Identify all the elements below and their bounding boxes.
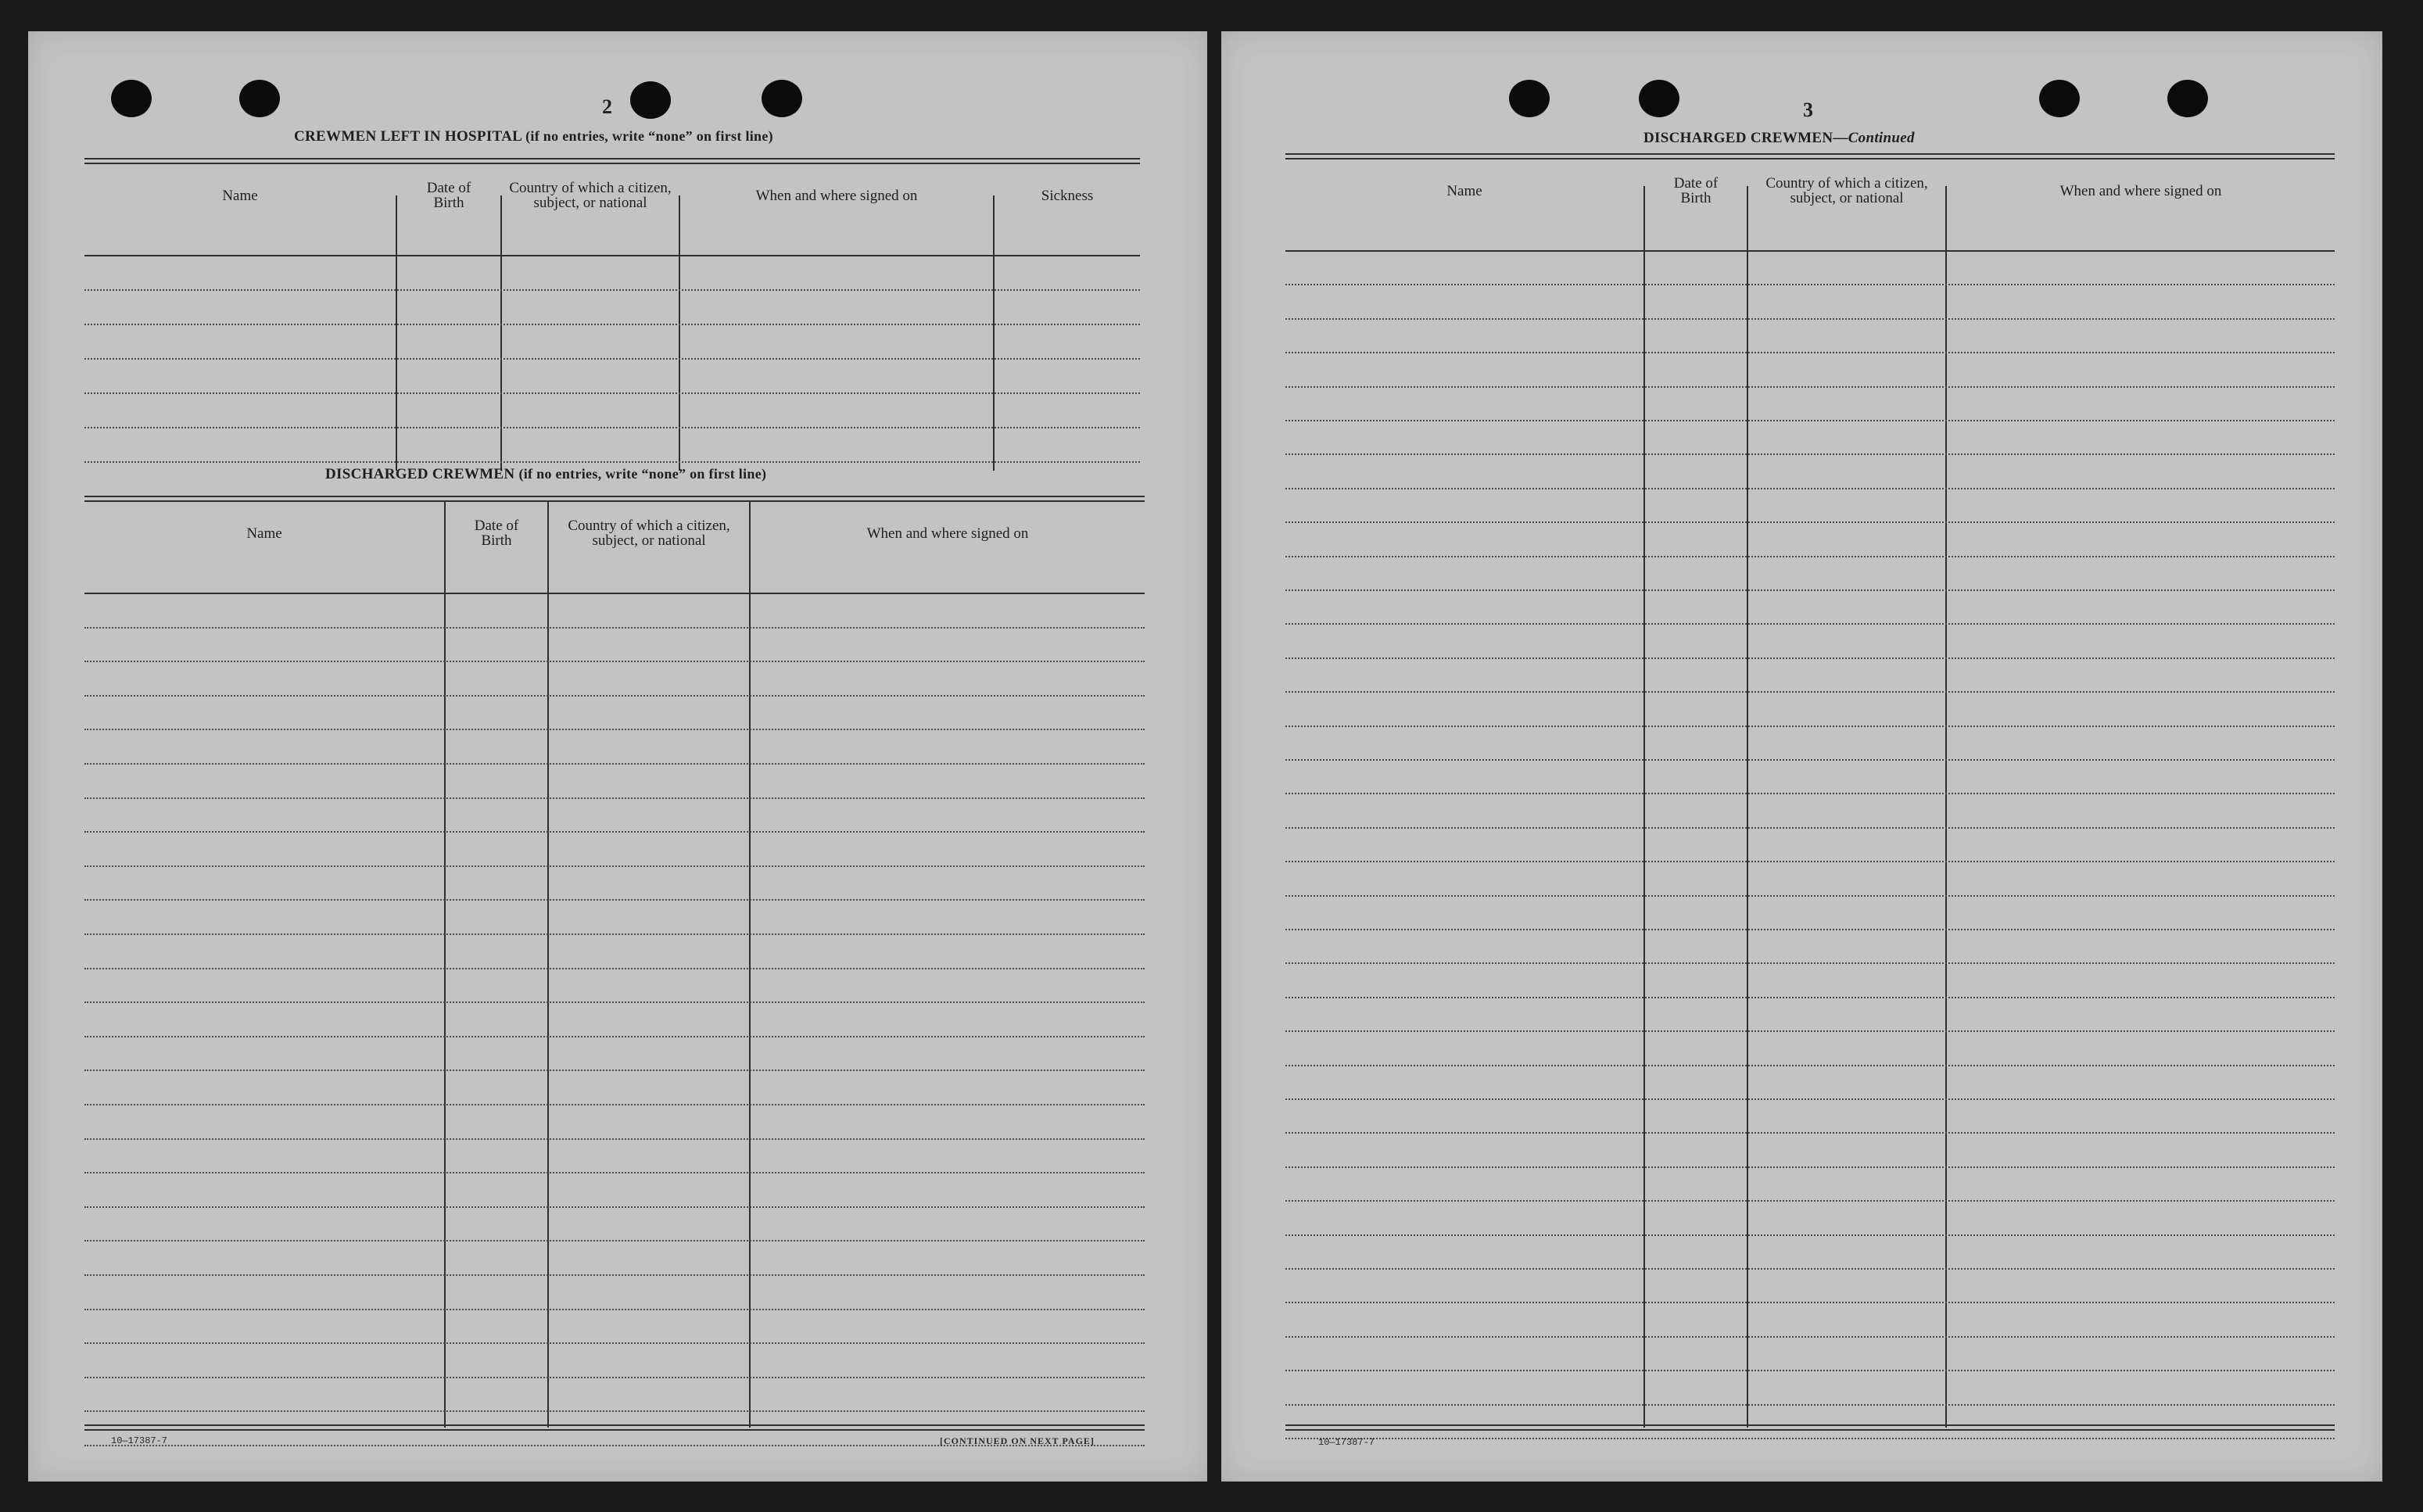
table-row <box>84 797 1145 832</box>
table-row <box>84 763 1145 797</box>
table-row <box>1285 521 2335 555</box>
column-header-country: Country of which a citizen, subject, or national <box>1765 175 1928 206</box>
table-row <box>1285 556 2335 589</box>
discharged-continued-suffix: Continued <box>1848 130 1915 146</box>
page-number: 2 <box>602 95 612 118</box>
punch-hole <box>630 81 671 119</box>
table-row <box>1285 1302 2335 1335</box>
table-row <box>84 1001 1145 1036</box>
punch-hole <box>2039 80 2080 117</box>
column-header-date-of-birth: Date of Birth <box>426 180 471 211</box>
column-header-date-of-birth: Date of Birth <box>474 518 519 549</box>
table-row <box>84 1104 1145 1138</box>
table-row <box>1285 1200 2335 1234</box>
table-row <box>1285 1098 2335 1132</box>
right-page <box>1221 31 2382 1482</box>
column-header-name: Name <box>222 187 258 204</box>
table-row <box>1285 1065 2335 1098</box>
table-row <box>84 289 1140 324</box>
column-header-country: Country of which a citizen, subject, or national <box>568 518 730 549</box>
table-row <box>84 729 1145 763</box>
discharged-title-note: (if no entries, write “none” on first line) <box>518 466 767 482</box>
table-row <box>84 831 1145 865</box>
table-row <box>84 695 1145 729</box>
table-row <box>1285 929 2335 962</box>
table-row <box>1285 1370 2335 1403</box>
hospital-table-header <box>84 163 1140 228</box>
table-row <box>1285 1030 2335 1064</box>
table-row <box>1285 284 2335 317</box>
column-header-name: Name <box>246 525 282 542</box>
table-row <box>1285 250 2335 284</box>
hospital-table <box>84 158 1140 471</box>
discharged-table <box>84 496 1145 1431</box>
table-row <box>1285 352 2335 385</box>
table-row <box>84 968 1145 1002</box>
table-row <box>1285 1166 2335 1200</box>
punch-hole <box>1639 80 1679 117</box>
row-rule <box>1285 1438 2335 1439</box>
table-row <box>84 1036 1145 1070</box>
table-row <box>1285 623 2335 657</box>
table-row <box>1285 386 2335 420</box>
table-row <box>84 899 1145 933</box>
table-row <box>1285 1336 2335 1370</box>
table-row <box>84 933 1145 968</box>
column-header-date-of-birth: Date of Birth <box>1673 175 1719 206</box>
table-row <box>84 1172 1145 1206</box>
column-header-name: Name <box>1446 182 1482 199</box>
table-row <box>1285 1404 2335 1438</box>
table-row <box>1285 1268 2335 1302</box>
table-row <box>1285 691 2335 725</box>
discharged-title-text: DISCHARGED CREWMEN <box>325 466 515 482</box>
hospital-section-title <box>294 128 773 145</box>
table-row <box>84 392 1140 427</box>
column-header-country: Country of which a citizen, subject, or national <box>509 180 672 211</box>
table-row <box>84 255 1140 289</box>
table-row <box>1285 1132 2335 1166</box>
discharged-table-header <box>84 500 1145 566</box>
table-row <box>84 1274 1145 1309</box>
table-row <box>1285 318 2335 352</box>
table-row <box>1285 962 2335 996</box>
punch-hole <box>239 80 280 117</box>
hospital-title-text: CREWMEN LEFT IN HOSPITAL <box>294 128 522 145</box>
table-row <box>84 427 1140 461</box>
punch-hole <box>111 80 152 117</box>
table-row <box>84 627 1145 661</box>
punch-hole <box>1509 80 1550 117</box>
table-row <box>84 1342 1145 1377</box>
table-row <box>1285 488 2335 521</box>
left-page <box>28 31 1207 1482</box>
table-row <box>84 1309 1145 1343</box>
table-row <box>84 1138 1145 1173</box>
table-row <box>84 1377 1145 1411</box>
column-header-signed-on: When and where signed on <box>755 187 918 204</box>
page-number: 3 <box>1803 99 1813 121</box>
discharged-continued-title <box>1643 130 1915 147</box>
column-header-sickness: Sickness <box>1041 187 1094 204</box>
table-row <box>1285 827 2335 861</box>
table-row <box>1285 997 2335 1030</box>
table-row <box>1285 453 2335 487</box>
hospital-title-note: (if no entries, write “none” on first line) <box>525 128 773 144</box>
table-row <box>84 324 1140 358</box>
discharged-continued-table-header <box>1285 158 2335 224</box>
discharged-section-title <box>325 466 766 483</box>
table-row <box>1285 1234 2335 1268</box>
table-row <box>1285 657 2335 691</box>
table-row <box>1285 726 2335 759</box>
table-row <box>84 1240 1145 1274</box>
table-row <box>84 661 1145 695</box>
table-row <box>84 865 1145 900</box>
discharged-continued-table <box>1285 153 2335 1431</box>
punch-hole <box>2167 80 2208 117</box>
table-row <box>84 1206 1145 1241</box>
form-code: 10—17387-7 <box>111 1435 168 1446</box>
table-row <box>1285 420 2335 453</box>
column-header-signed-on: When and where signed on <box>2059 182 2222 199</box>
discharged-continued-title-text: DISCHARGED CREWMEN— <box>1643 130 1848 146</box>
column-header-signed-on: When and where signed on <box>866 525 1029 542</box>
table-row <box>84 1070 1145 1104</box>
form-code: 10—17387-7 <box>1318 1437 1375 1448</box>
table-row <box>1285 861 2335 894</box>
punch-hole <box>762 80 802 117</box>
table-row <box>84 593 1145 627</box>
table-row <box>1285 759 2335 793</box>
table-row <box>1285 589 2335 623</box>
row-rule <box>84 461 1140 463</box>
table-row <box>1285 895 2335 929</box>
table-row <box>84 358 1140 392</box>
table-row <box>1285 793 2335 826</box>
continued-note: [CONTINUED ON NEXT PAGE] <box>940 1435 1095 1446</box>
